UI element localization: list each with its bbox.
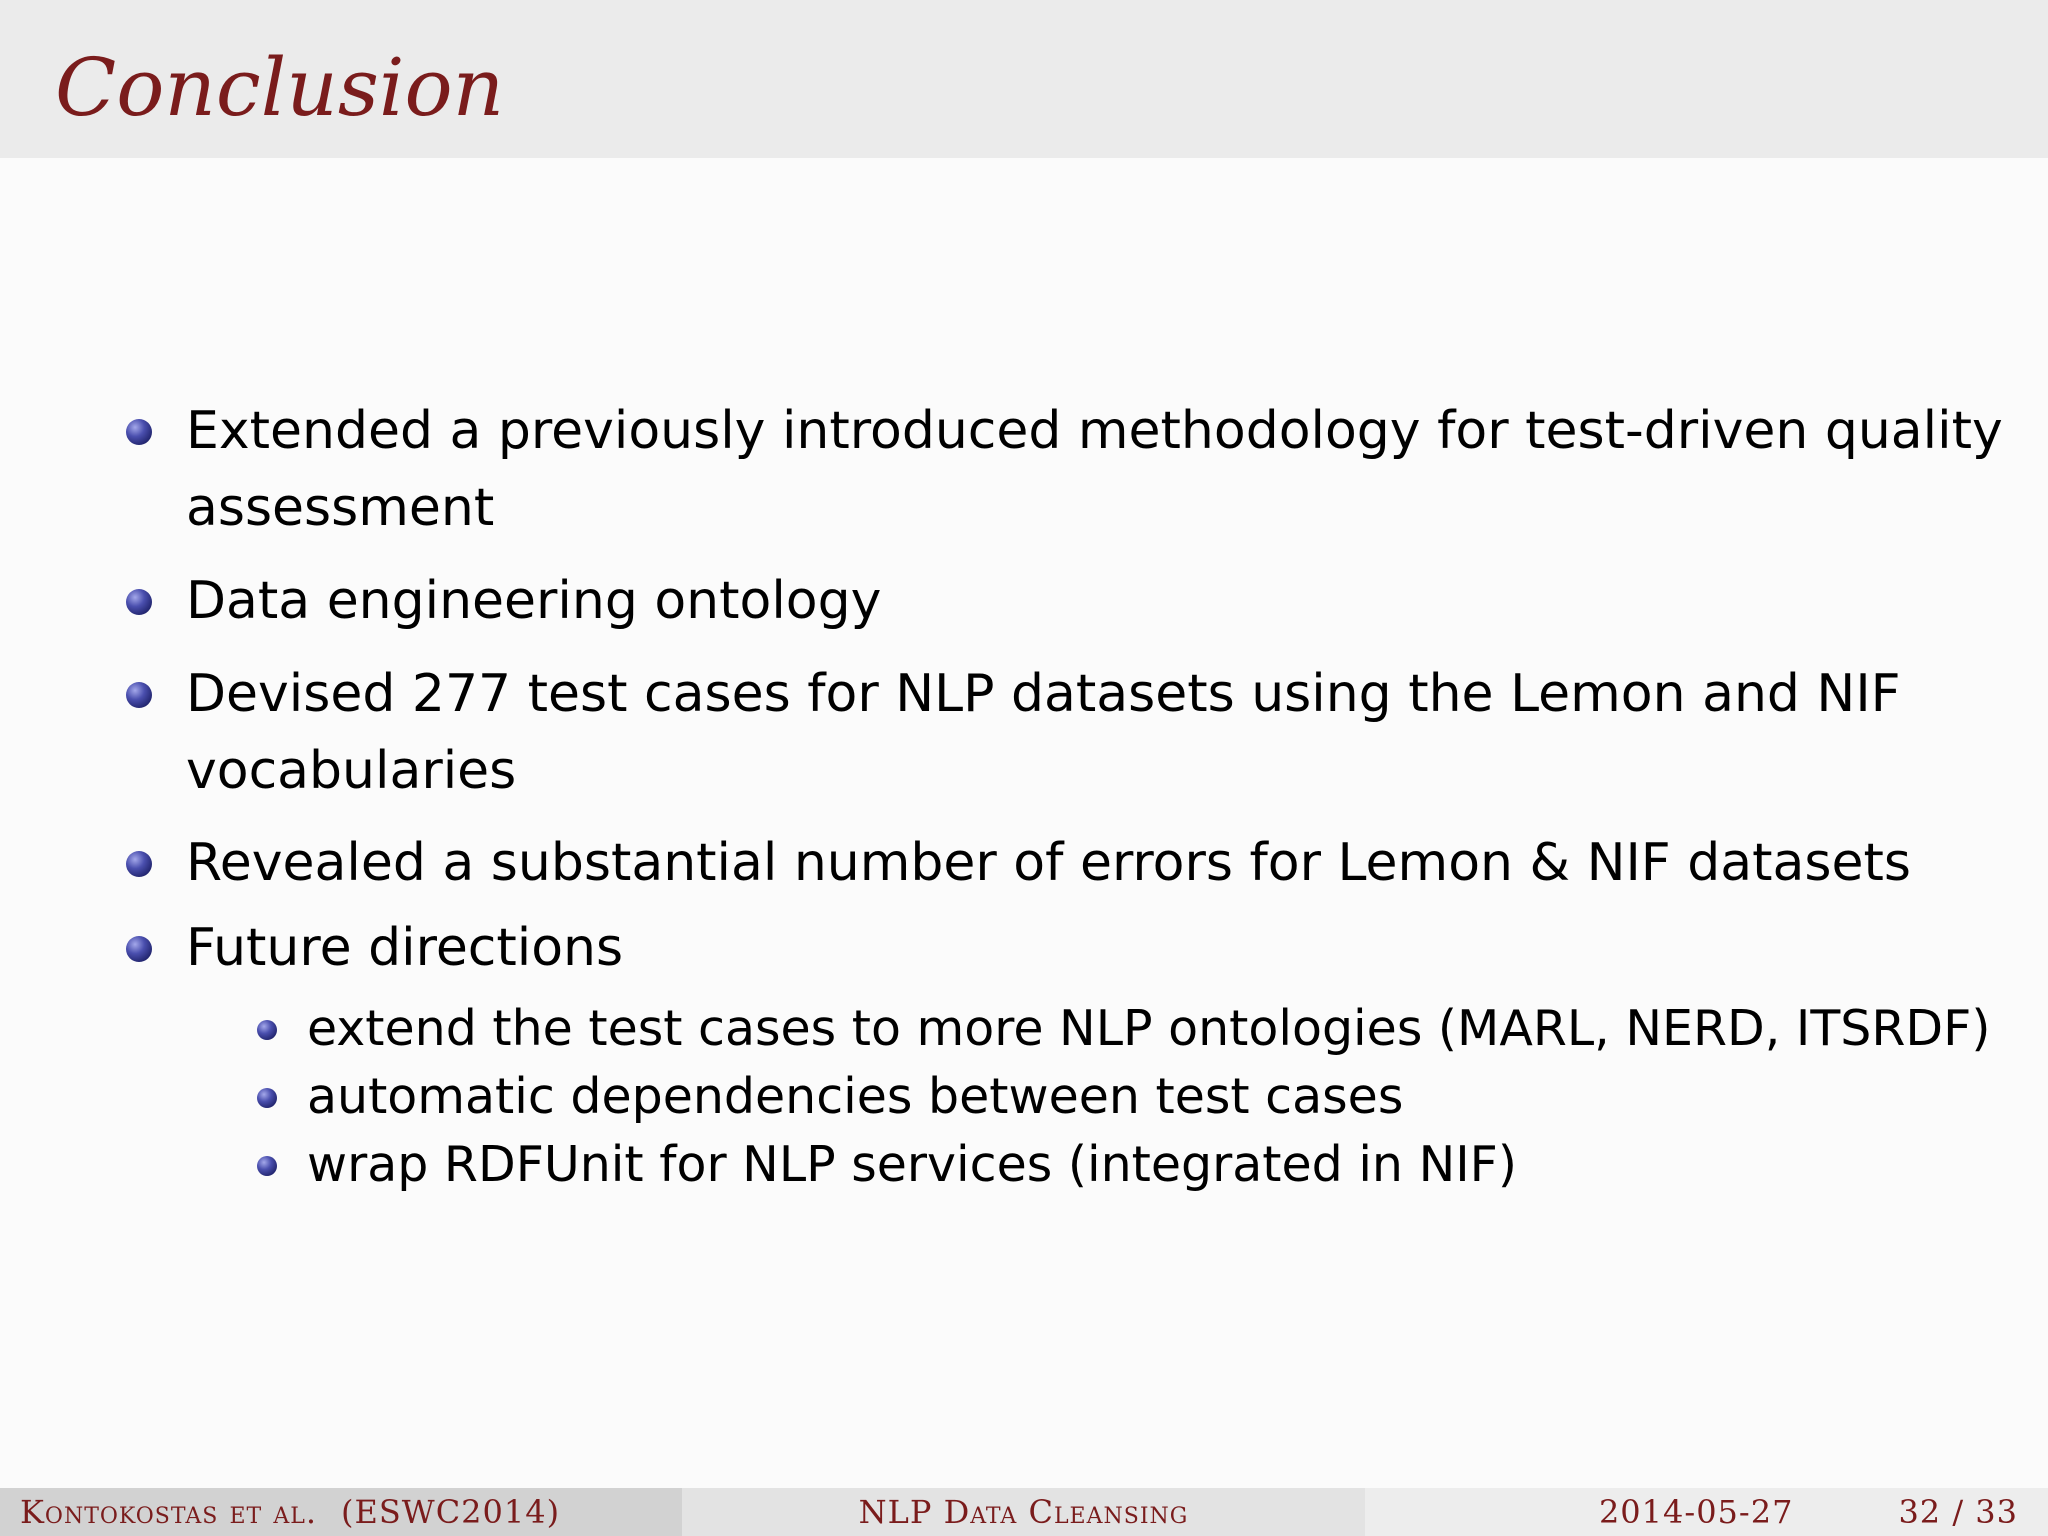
bullet-item [186, 563, 1986, 640]
sub-bullet-icon [257, 1088, 277, 1108]
footer-date-segment [1365, 1488, 2048, 1536]
bullet-icon [126, 682, 152, 708]
footer-venue: (ESWC2014) [341, 1493, 561, 1531]
sub-bullet-text: wrap RDFUnit for NLP services (integrated in NIF) [307, 1136, 1517, 1193]
slide-body [0, 158, 2048, 1488]
footer-talk-title: NLP Data Cleansing [858, 1493, 1189, 1531]
bullet-text-line: Devised 277 test cases for NLP datasets using the Lemon and NIF [186, 664, 1901, 724]
bullet-text-line: Future directions [186, 918, 624, 978]
footer-page-number: 32 / 33 [1898, 1493, 2018, 1531]
bullet-icon [126, 851, 152, 877]
sub-bullet-item [307, 995, 2007, 1063]
sub-bullet-icon [257, 1020, 277, 1040]
bullet-item [186, 825, 1986, 902]
sub-bullet-item [307, 1063, 2007, 1131]
bullet-icon [126, 589, 152, 615]
bullet-text-line: Extended a previously introduced methodology for test-driven quality [186, 401, 2003, 461]
sub-bullet-icon [257, 1156, 277, 1176]
sub-bullet-item [307, 1131, 2007, 1199]
sub-bullet-text: automatic dependencies between test cases [307, 1068, 1404, 1125]
footer [0, 1488, 2048, 1536]
footer-date: 2014-05-27 [1598, 1493, 1794, 1531]
bullet-text-line: vocabularies [186, 741, 517, 801]
bullet-icon [126, 419, 152, 445]
sub-bullet-text: extend the test cases to more NLP ontologies (MARL, NERD, ITSRDF) [307, 1000, 1991, 1057]
footer-authors-segment [0, 1488, 682, 1536]
bullet-icon [126, 936, 152, 962]
bullet-item [186, 656, 1986, 810]
bullet-item [186, 910, 1986, 987]
slide-title: Conclusion [55, 41, 505, 134]
bullet-item [186, 393, 2003, 547]
bullet-text-line: Data engineering ontology [186, 571, 882, 631]
bullet-text-line: Revealed a substantial number of errors for Lemon & NIF datasets [186, 833, 1911, 893]
footer-authors: Kontokostas et al. [20, 1493, 318, 1531]
title-bar [0, 0, 2048, 158]
footer-title-segment [682, 1488, 1365, 1536]
bullet-text-line: assessment [186, 478, 495, 538]
